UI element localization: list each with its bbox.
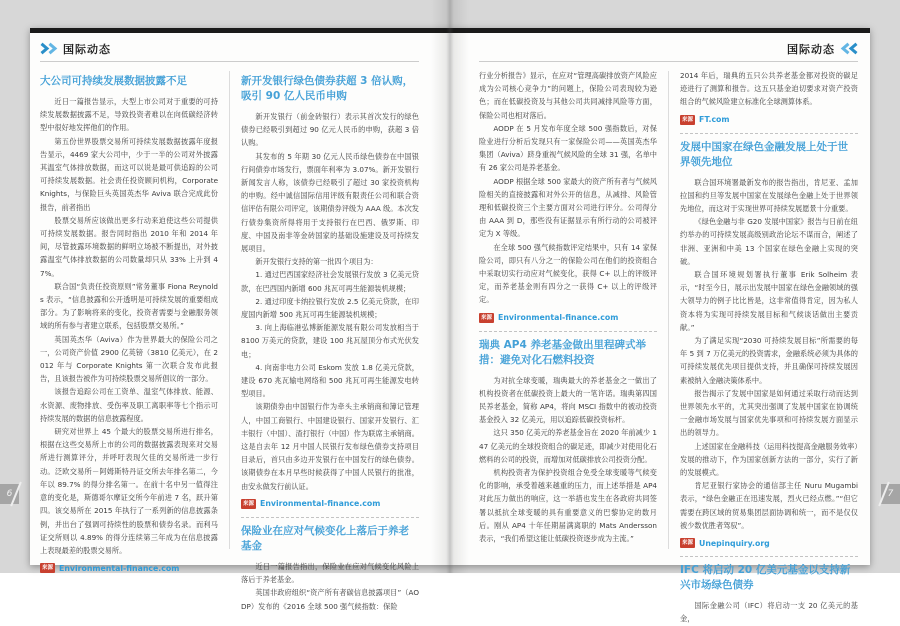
- article-paragraph: 报告揭示了发展中国家是如何通过采取行动而达到世界领先水平的，尤其突出强调了发展中国家在协调统一金融市场发展与国家优先事项和可持续发展方面显示出的领导力。: [680, 388, 858, 438]
- article-paragraph: 为对抗全球变暖，瑞典最大的养老基金之一做出了机构投资者在低碳投资上最大的一笔许诺。瑞典第四国民养老基金，简称 AP4，将向 MSCI 指数中的被动投资基金投入 32 亿美元，用以追踪低碳投资标杆。: [479, 375, 657, 425]
- article-paragraph: 3. 向上海临港弘博新能源发展有限公司发放相当于 8100 万美元的贷款，建设 100 兆瓦屋顶分布式光伏发电；: [241, 323, 419, 359]
- article-paragraph: 国际金融公司（IFC）将启动一支 20 亿美元的基金，: [680, 601, 858, 624]
- article-paragraph: 该报告追踪公司在工资单、温室气体排放、能源、水资源、废物排放、受伤率及职工离职率等七个指示可持续发展的数据的信息披露程度。: [40, 387, 218, 423]
- section-title: 国际动态: [787, 42, 835, 56]
- double-chevron-right-icon: [40, 43, 57, 54]
- source-badge: 来源: [481, 314, 493, 321]
- article-title: 保险业在应对气候变化上落后于养老基金: [241, 524, 409, 552]
- article-paragraph: AODP 在 5 月发布年度全球 500 强指数后，对保险业进行分析后发现只有一家保险公司——英国英杰华集团（Aviva）跻身重视气候风险的全球 31 强，名单中有 26 家公司是养老基金。: [479, 123, 657, 173]
- right-page-number-tab: [881, 484, 900, 504]
- article-paragraph: 这只 350 亿美元的养老基金旨在 2020 年前减少 147 亿美元的全球投资组合的碳足迹，即减少对使用化石燃料的公司的投资，而增加对低碳排放公司投资分配。: [479, 428, 657, 464]
- article-title: 瑞典 AP4 养老基金做出里程碑式举措：避免对化石燃料投资: [479, 338, 646, 366]
- double-chevron-left-icon: [841, 43, 858, 54]
- page-number: 7: [887, 489, 894, 499]
- article-divider: [680, 133, 858, 134]
- article-paragraph: 股票交易所应该做出更多行动来迫使这些公司提供可持续发展数据。报告同时指出 2010 年和 2014 年间，尽管披露环境数据的鲜明立场被不断提出，对外披露温室气体排放数据的公司数量却只从 33% 上升到 47%。: [40, 215, 218, 278]
- source-badge: 来源: [682, 540, 694, 547]
- article-paragraph: 2014 年后，瑞典的五只公共养老基金都对投资的碳足迹进行了测算和报告。这五只基金迫切要求对资产投资组合的气候风险建立标准化全球测算体系。: [680, 71, 858, 107]
- left-page-number-tab: [0, 484, 19, 504]
- article-paragraph: AODP 根据全球 500 家最大的资产所有者与气候风险相关的直接披露和对外公开的信息，从减排、风险管理和低碳投资三个主要方面对公司进行评分。公司得分由 AAA 到 D，那些没有证据显示有所行动的公司被评定为 X 等级。: [479, 176, 657, 239]
- article-divider: [680, 556, 858, 557]
- source-site: Unepinquiry.org: [699, 538, 770, 548]
- article-paragraph: 研究对世界上 45 个最大的股票交易所进行排名，根据在这些交易所上市的公司的数据披露表现来对交易所进行测算评分，并呼吁表现欠佳的交易所进一步行动。泛欧交易所－阿姆斯特丹证交所去年排名第二，今年以 89.7% 的得分排名第一。在前十名中另一值得注意的变化是，斯德哥尔摩证交所今年前进 7 名，跃升第四。该交易所在 2015 年执行了一系列新的信息披露条例，并出台了强调可持续性的股票和债券名录。而利马证交所则以 4.89% 的得分连续第三年成为在信息披露上表现最差的股票交易所。: [40, 427, 218, 555]
- article-paragraph: 1. 通过巴西国家经济社会发展银行发放 3 亿美元贷款，在巴西国内新增 600 兆瓦可再生能源装机规模；: [241, 270, 419, 293]
- article-divider: [241, 517, 419, 518]
- article-paragraph: 近日一篇报告显示，大型上市公司对于重要的可持续发展数据披露不足，导致投资者难以在向低碳经济转型中很好地发挥他们的作用。: [40, 97, 218, 133]
- article-paragraph: 联合国环境规划署执行董事 Erik Solheim 表示，“时至今日，展示出发展中国家在绿色金融领域的强大领导力的例子比比皆是，这非常值得肯定，因为私人资本将为实现可持续发展目标和气候谈话做出主要贡献。”: [680, 270, 858, 332]
- source-row: [479, 313, 657, 323]
- article-paragraph: 2. 通过印度卡纳拉银行发放 2.5 亿美元贷款，在印度国内新增 500 兆瓦可再生能源装机规模；: [241, 296, 419, 320]
- left-page-columns: [40, 69, 419, 611]
- column-1: [40, 69, 218, 573]
- article-title: 发展中国家在绿色金融发展上处于世界领先地位: [680, 140, 848, 168]
- column-divider: [668, 71, 669, 549]
- left-page: [30, 28, 463, 611]
- article-paragraph: 机构投资者为保护投资组合免受全球变暖等气候变化的影响，承受着越来越重的压力，而上述举措是 AP4 对此压力做出的响应，这一举措也发生在各政府共同签署以抵抗全球变暖的具有重要意义的巴黎协定的数月后。刚从 AP4 十年任期届满离职的 Mats Andersson 表示，“我们希望这能让低碳投资逐步成为主流。”: [479, 468, 657, 544]
- article-paragraph: 行业分析报告》显示，在应对“管理高碳排放资产风险应成为公司核心竞争力”的问题上，保险公司表现较为逊色；而在低碳投资及与其他公司共同减排风险等方面，保险公司也相对落后。: [479, 71, 657, 120]
- article-paragraph: 其发布的 5 年期 30 亿元人民币绿色债券在中国银行间债券市场发行，票面年利率为 3.07%。新开发银行新闻发言人称，该债券已经吸引了超过 30 家投资机构的申购。经中诚信国际信用评级有限责任公司和联合资信评估有限公司评定，该期债券评级为 AAA 级。本次发行债券集资所得将用于支持银行在巴西、俄罗斯、印度、中国及南非等金砖国家的基础设施建设及可持续发展项目。: [241, 151, 419, 254]
- article-paragraph: 联合国环境署最新发布的报告指出，肯尼亚、孟加拉国和约旦等发展中国家在发展绿色金融上处于世界领先地位，而这对于实现世界可持续发展愿景十分重要。: [680, 177, 858, 214]
- left-page-header: [40, 36, 419, 62]
- source-row: [241, 499, 419, 509]
- two-page-spread: [30, 28, 870, 624]
- article-paragraph: 《绿色金融与非 G20 发展中国家》报告与日前在纽约举办的可持续发展高级别政治论坛不谋而合，阐述了非洲、亚洲和中美 13 个国家在绿色金融上实现的突破。: [680, 217, 858, 266]
- column-2: [241, 69, 419, 611]
- source-badge: 来源: [682, 116, 694, 123]
- source-site: Environmental-finance.com: [260, 499, 381, 509]
- article-divider: [479, 331, 657, 332]
- article-paragraph: 新开发银行（前金砖银行）表示其首次发行的绿色债券已经吸引到超过 90 亿元人民币的申购，获超 3 倍认购。: [241, 112, 419, 148]
- column-4: [680, 69, 858, 624]
- source-badge: 来源: [243, 500, 255, 507]
- section-title: 国际动态: [63, 42, 111, 56]
- source-row: [680, 538, 858, 548]
- source-site: Environmental-finance.com: [498, 313, 619, 323]
- source-row: [40, 563, 218, 573]
- article-paragraph: 联合国“负责任投资原则”常务董事 Fiona Reynolds 表示，“信息披露和公开透明是可持续发展的重要组成部分。为了影响将来的变化，投资者需要与金融服务领域的所有参与者建立联系，包括股票交易所。”: [40, 281, 218, 331]
- right-page-header: [479, 36, 858, 62]
- article-paragraph: 4. 向南非电力公司 Eskom 发放 1.8 亿美元贷款，建设 670 兆瓦输电网络和 500 兆瓦可再生能源发电转型项目。: [241, 362, 419, 399]
- article-paragraph: 英国非政府组织“资产所有者碳信息披露项目”（AODP）发布的《2016 全球 500 强气候指数：保险: [241, 588, 419, 611]
- source-row: [680, 115, 858, 125]
- article-paragraph: 第五份世界股票交易所可持续发展数据披露年度报告显示，4469 家大公司中，少于一半的公司对外披露其温室气体排放数据，而这可以说是最可供追踪的公司可持续发展数据。社会责任投资顾问机构，Corporate Knights，与保险巨头英国英杰华 Aviva 联合完成此份报告，前者指出: [40, 136, 218, 212]
- source-site: Environmental-finance.com: [59, 563, 180, 573]
- article-paragraph: 近日一篇报告指出，保险业在应对气候变化风险上落后于养老基金。: [241, 561, 419, 585]
- article-paragraph: 新开发银行支持的第一批四个项目为：: [255, 257, 378, 267]
- article-paragraph: 英国英杰华（Aviva）作为世界最大的保险公司之一，公司资产价值 2900 亿英镑（3810 亿美元），在 2012 年与 Corporate Knights 第一次联合发布此报告，且该报告被作为可持续股票交易所倡议的一部分。: [40, 334, 218, 384]
- source-site: FT.com: [699, 115, 730, 125]
- article-paragraph: 为了满足实现“2030 可持续发展目标”所需要的每年 5 到 7 万亿美元的投资需求，金融系统必须为具体的可持续发展优先项目提供支持，并且确保可持续发展因素被纳入金融决策体系中。: [680, 336, 858, 385]
- right-page-columns: [479, 69, 858, 624]
- article-title: IFC 将启动 20 亿美元基金以支持新兴市场绿色债券: [680, 564, 851, 592]
- article-paragraph: 在全球 500 强气候指数评定结果中，只有 14 家保险公司，即只有八分之一的保险公司在他们的投资组合中采取切实行动应对气候变化，获得 C+ 以上的评级评定，而养老基金则有四分之一获得 C+ 以上的评级评定。: [479, 242, 657, 305]
- article-paragraph: 上述国家在金融科技（运用科技提高金融服务效率）发展的推动下，作为国家创新方法的一部分，实行了新的发展模式。: [680, 441, 858, 478]
- page-number: 6: [6, 489, 13, 499]
- article-paragraph: 肯尼亚银行家协会的通信部主任 Nuru Mugambi 表示，“绿色金融正在迅速发展，烈火已经点燃。”“但它需要在跨区域的贸易集团层面协调和统一，而不是仅仅被少数优胜者驾驭”。: [680, 481, 858, 530]
- article-paragraph: 该期债券由中国银行作为牵头主承销商和簿记管理人，中国工商银行、中国建设银行、国家开发银行、汇丰银行（中国）、渣打银行（中国）作为联席主承销商。这是自去年 12 月中国人民银行发布绿色债券支持项目目录后，首只由多边开发银行在中国发行的绿色债券。该期债券在本月早些时候获得了中国人民银行的批准，由安永做发行前认证。: [241, 402, 419, 491]
- article-title: 大公司可持续发展数据披露不足: [40, 75, 187, 87]
- column-3: [479, 69, 657, 557]
- right-page: [463, 28, 870, 624]
- source-badge: 来源: [42, 565, 54, 572]
- article-title: 新开发银行绿色债券获超 3 倍认购，吸引 90 亿人民币申购: [241, 75, 414, 102]
- column-divider: [229, 71, 230, 549]
